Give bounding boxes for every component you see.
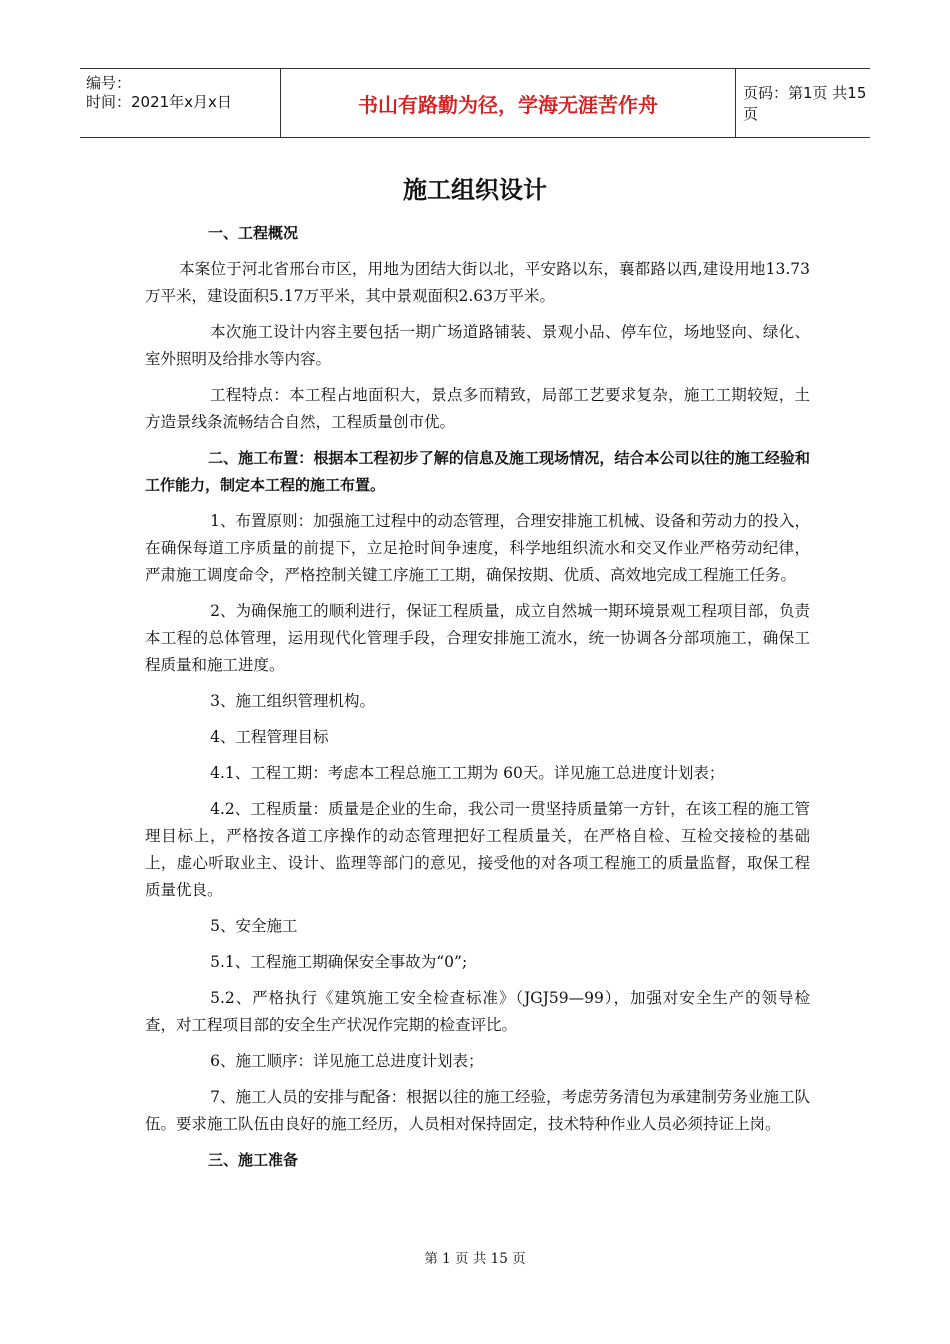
paragraph: 本次施工设计内容主要包括一期广场道路铺装、景观小品、停车位，场地竖向、绿化、室外照明及给排水等内容。 [145,323,810,368]
paragraph: 4.1、工程工期：考虑本工程总施工工期为 60天。详见施工总进度计划表； [210,764,725,782]
paragraph: 工程特点：本工程占地面积大，景点多而精致，局部工艺要求复杂，施工工期较短，土方造景线条流畅结合自然，工程质量创市优。 [145,386,810,431]
document-title: 施工组织设计 [403,175,547,204]
page-footer: 第 1 页 共 15 页 [424,1251,526,1267]
paragraph: 1、布置原则：加强施工过程中的动态管理，合理安排施工机械、设备和劳动力的投入，在确保每道工序质量的前提下，立足抢时间争速度，科学地组织流水和交叉作业严格劳动纪律，严肃施工调度命令，严格控制关键工序施工工期，确保按期、优质、高效地完成工程施工任务。 [145,512,810,584]
paragraph: 3、施工组织管理机构。 [210,692,375,710]
paragraph: 7、施工人员的安排与配备：根据以往的施工经验，考虑劳务清包为承建制劳务业施工队伍。要求施工队伍由良好的施工经历，人员相对保持固定，技术特种作业人员必须持证上岗。 [145,1088,810,1133]
header-meta-cell [80,69,280,137]
paragraph: 4、工程管理目标 [210,728,329,746]
paragraph: 4.2、工程质量：质量是企业的生命，我公司一贯坚持质量第一方针，在该工程的施工管理目标上，严格按各道工序操作的动态管理把好工程质量关，在严格自检、互检交接检的基础上，虚心听取业主、设计、监理等部门的意见，接受他的对各项工程施工的质量监督，取保工程质量优良。 [145,800,810,899]
section-heading: 二、施工布置：根据本工程初步了解的信息及施工现场情况，结合本公司以往的施工经验和工作能力，制定本工程的施工布置。 [145,449,810,494]
header-motto: 书山有路勤为径，学海无涯苦作舟 [280,69,736,137]
document-body [145,216,810,1183]
header-page-info: 页码：第1页 共15页 [743,84,867,123]
document-header [80,68,870,138]
paragraph: 5.2、严格执行《建筑施工安全检查标准》（JGJ59—99），加强对安全生产的领导检查，对工程项目部的安全生产状况作完期的检查评比。 [145,989,810,1034]
section-heading: 三、施工准备 [208,1151,299,1169]
paragraph: 本案位于河北省邢台市区，用地为团结大街以北，平安路以东，襄都路以西,建设用地13.73万平米，建设面积5.17万平米，其中景观面积2.63万平米。 [145,260,810,305]
document-time-label: 时间：2021年x月x日 [86,93,232,111]
paragraph: 6、施工顺序：详见施工总进度计划表； [210,1052,484,1070]
document-number-label: 编号： [86,74,132,92]
paragraph: 2、为确保施工的顺利进行，保证工程质量，成立自然城一期环境景观工程项目部，负责本工程的总体管理，运用现代化管理手段，合理安排施工流水，统一协调各分部项施工，确保工程质量和施工进度。 [145,602,810,674]
section-heading: 一、工程概况 [208,224,299,242]
paragraph: 5.1、工程施工期确保安全事故为“0”; [210,953,468,971]
paragraph: 5、安全施工 [210,917,298,935]
